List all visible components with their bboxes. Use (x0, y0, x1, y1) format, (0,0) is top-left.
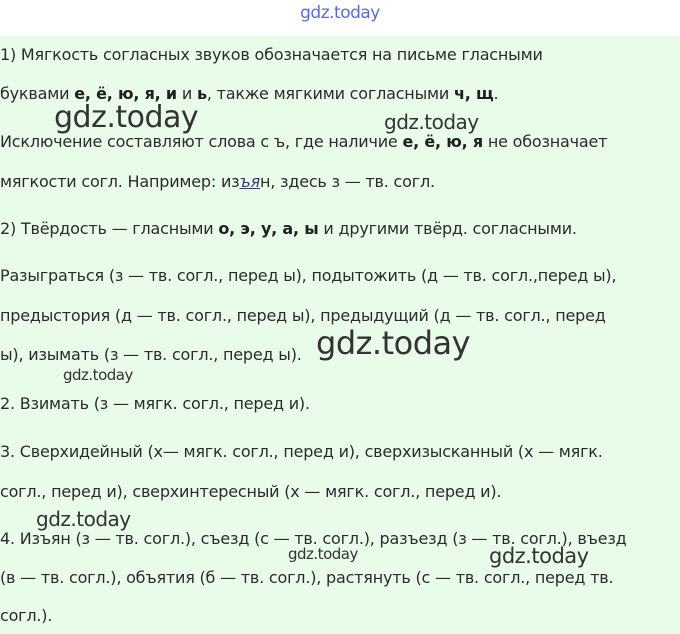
text-span: н, здесь з — тв. согл. (259, 172, 435, 191)
example-word-part: ъя (239, 172, 260, 191)
text-line (0, 219, 577, 239)
page-header (0, 0, 680, 36)
text-line: (в — тв. согл.), объятия (б — тв. согл.), растянуть (с — тв. согл., перед тв. (0, 568, 614, 587)
watermark: gdz.today (54, 100, 199, 135)
text-line (0, 45, 543, 65)
watermark: gdz.today (384, 110, 479, 134)
text-span: , также мягкими согласными (206, 84, 454, 103)
text-line: 4. Изъян (з — тв. согл.), съезд (с — тв. согл.), разъезд (з — тв. согл.), въезд (0, 529, 627, 548)
text-span: и другими твёрд. согласными. (318, 219, 577, 238)
text-span: . (493, 84, 499, 103)
watermark: gdz.today (489, 544, 589, 568)
bold-letters: е, ё, ю, я (402, 132, 483, 151)
watermark: gdz.today (316, 324, 471, 362)
text-line (0, 132, 607, 152)
bold-letters: ь (196, 84, 207, 103)
text-span: 1) Мягкость согласных звуков обозначается на письме гласными (0, 45, 543, 64)
text-line: согл., перед и), сверхинтересный (х — мягк. согл., перед и). (0, 482, 502, 501)
text-span: Исключение составляют слова с ъ, где наличие (0, 132, 403, 151)
site-title: gdz.today (300, 3, 380, 23)
bold-letters: е, ё, ю, я, и (74, 84, 177, 103)
text-span: мягкости согл. Например: из (0, 172, 240, 191)
text-span: 2) Твёрдость — гласными (0, 219, 219, 238)
text-line: предыстория (д — тв. согл., перед ы), предыдущий (д — тв. согл., перед (0, 306, 606, 325)
text-line (0, 172, 435, 192)
text-span: буквами (0, 84, 75, 103)
text-line: 3. Сверхидейный (х— мягк. согл., перед и), сверхизысканный (х — мягк. (0, 442, 603, 461)
bold-letters: ч, щ (453, 84, 494, 103)
text-span: и (176, 84, 197, 103)
text-line: ы), изымать (з — тв. согл., перед ы). (0, 345, 302, 364)
text-line: согл.). (0, 606, 53, 625)
text-line: 2. Взимать (з — мягк. согл., перед и). (0, 394, 310, 413)
watermark: gdz.today (63, 366, 133, 384)
text-span: не обозначает (482, 132, 608, 151)
watermark: gdz.today (288, 545, 358, 563)
bold-letters: о, э, у, а, ы (218, 219, 319, 238)
text-line: Разыграться (з — тв. согл., перед ы), подытожить (д — тв. согл.,перед ы), (0, 266, 617, 285)
watermark: gdz.today (36, 507, 131, 531)
